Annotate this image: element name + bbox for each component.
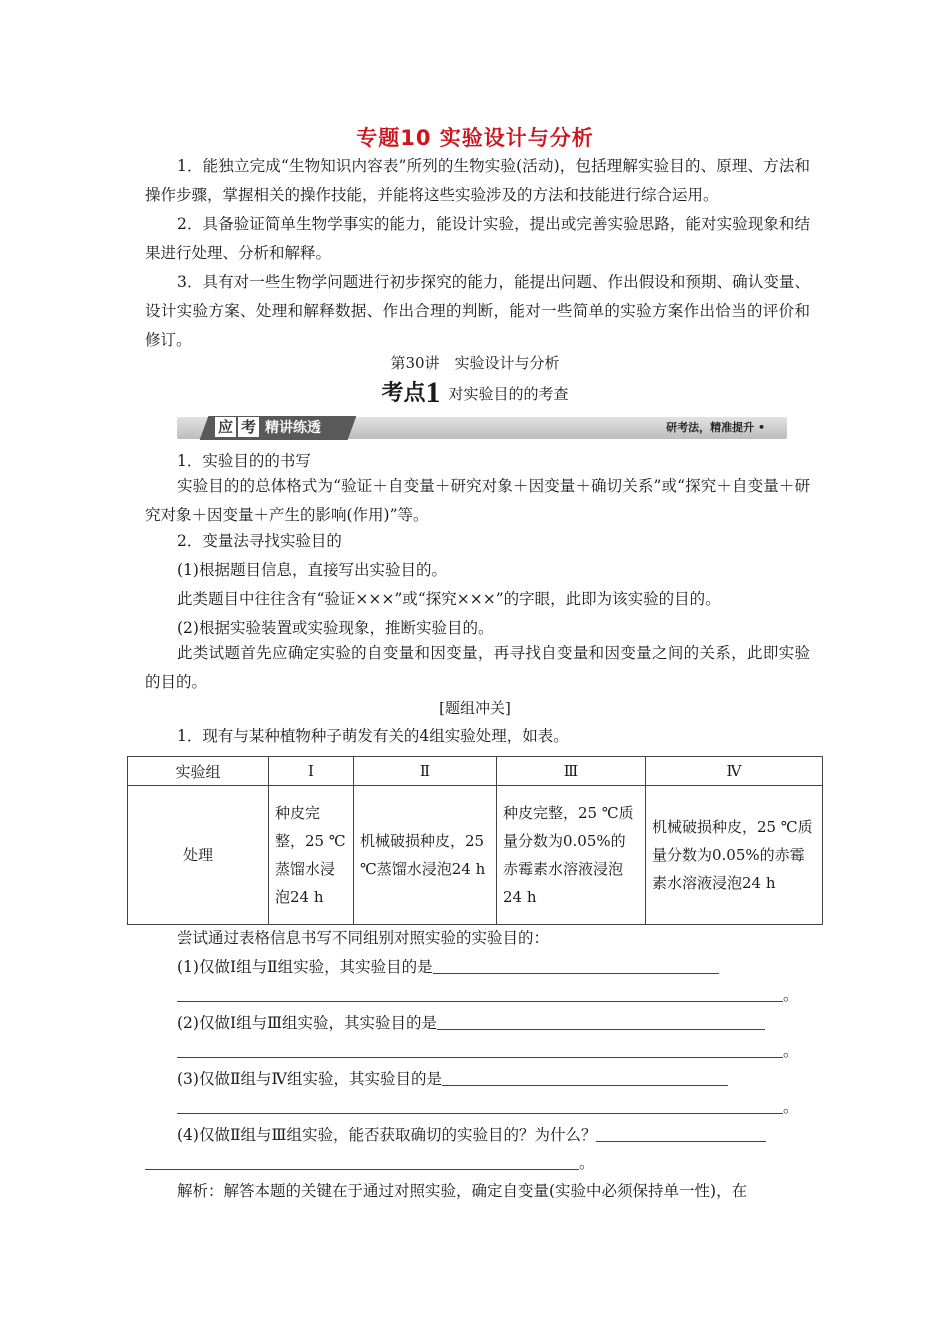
q2-period: 。 [783, 1042, 799, 1060]
q3-line-2 [177, 1096, 799, 1118]
banner-char-2: 考 [238, 417, 259, 437]
q4-answer-blank[interactable] [596, 1125, 766, 1142]
table-header-cell: Ⅲ [497, 757, 646, 786]
q4-line [177, 1124, 766, 1146]
requirement-1: 1．能独立完成“生物知识内容表”所列的生物实验(活动)，包括理解实验目的、原理、方法和操作步骤，掌握相关的操作技能，并能将这些实验涉及的方法和技能进行综合运用。 [145, 157, 810, 204]
group-title: [题组冲关] [439, 699, 511, 717]
q3-line [177, 1068, 728, 1090]
q1-period: 。 [783, 986, 799, 1004]
table-row-label: 处理 [128, 786, 269, 925]
banner-title [215, 417, 321, 439]
q2-line [177, 1012, 765, 1034]
sec1-heading: 1．实验目的的书写 [177, 452, 311, 470]
table-cell: 种皮完整，25 ℃质量分数为0.05%的赤霉素水溶液浸泡24 h [497, 786, 646, 925]
banner-rest: 精讲练透 [265, 420, 322, 436]
table-header-cell: Ⅳ [646, 757, 823, 786]
q4-text: (4)仅做Ⅱ组与Ⅲ组实验，能否获取确切的实验目的？为什么？ [177, 1126, 597, 1144]
q3-answer-blank-2[interactable] [177, 1097, 783, 1114]
prompt-text: 尝试通过表格信息书写不同组别对照实验的实验目的： [177, 929, 550, 947]
q2-line-2 [177, 1040, 799, 1062]
kaodian-label: 考点 [381, 381, 426, 406]
q3-text: (3)仅做Ⅱ组与Ⅳ组实验，其实验目的是 [177, 1070, 442, 1088]
q1-line-2 [177, 984, 799, 1006]
q2-answer-blank[interactable] [437, 1013, 765, 1030]
sec2-sub1-body: 此类题目中往往含有“验证×××”或“探究×××”的字眼，此即为该实验的目的。 [177, 590, 721, 608]
q4-answer-blank-2[interactable] [145, 1153, 579, 1170]
sec2-sub2-body: 此类试题首先应确定实验的自变量和因变量，再寻找自变量和因变量之间的关系，此即实验的目的。 [145, 644, 810, 691]
table-cell: 机械破损种皮，25 ℃蒸馏水浸泡24 h [354, 786, 497, 925]
q3-period: 。 [783, 1098, 799, 1116]
sec1-body: 实验目的的总体格式为“验证＋自变量＋研究对象＋因变量＋确切关系”或“探究＋自变量＋研究对象＋因变量＋产生的影响(作用)”等。 [145, 477, 810, 524]
banner-slogan: 研考法，精准提升 • [666, 421, 765, 434]
lecture-title: 第30讲 实验设计与分析 [390, 354, 560, 372]
table-header-cell: 实验组 [128, 757, 269, 786]
banner-char-1: 应 [215, 417, 236, 437]
sec2-heading: 2．变量法寻找实验目的 [177, 532, 342, 550]
q4-line-2 [145, 1152, 595, 1174]
q1-answer-blank[interactable] [433, 957, 719, 974]
kaodian-number: 1 [425, 376, 441, 409]
q3-answer-blank[interactable] [442, 1069, 728, 1086]
table-header-row [128, 757, 823, 786]
requirement-3: 3．具有对一些生物学问题进行初步探究的能力，能提出问题、作出假设和预期、确认变量、设计实验方案、处理和解释数据、作出合理的判断，能对一些简单的实验方案作出恰当的评价和修订。 [145, 273, 810, 349]
sec2-sub2: (2)根据实验装置或实验现象，推断实验目的。 [177, 619, 494, 637]
table-header-cell: Ⅱ [354, 757, 497, 786]
table-row [128, 786, 823, 925]
requirement-2: 2．具备验证简单生物学事实的能力，能设计实验，提出或完善实验思路，能对实验现象和结果进行处理、分析和解释。 [145, 215, 810, 262]
section-banner [177, 417, 787, 439]
q1-text: (1)仅做Ⅰ组与Ⅱ组实验，其实验目的是 [177, 958, 433, 976]
analysis-text: 解析：解答本题的关键在于通过对照实验，确定自变量(实验中必须保持单一性)，在 [177, 1182, 748, 1200]
q1-line [177, 956, 719, 978]
kaodian-text: 对实验目的的考查 [448, 385, 569, 403]
experiment-table [127, 756, 823, 925]
page-title: 专题10 实验设计与分析 [356, 126, 594, 150]
kaodian-heading [0, 376, 950, 410]
table-header-cell: Ⅰ [269, 757, 354, 786]
q1-answer-blank-2[interactable] [177, 985, 783, 1002]
q2-text: (2)仅做Ⅰ组与Ⅲ组实验，其实验目的是 [177, 1014, 438, 1032]
question-1: 1．现有与某种植物种子萌发有关的4组实验处理，如表。 [177, 727, 569, 745]
sec2-sub1: (1)根据题目信息，直接写出实验目的。 [177, 561, 447, 579]
q4-period: 。 [579, 1154, 595, 1172]
table-cell: 种皮完整，25 ℃蒸馏水浸泡24 h [269, 786, 354, 925]
table-cell: 机械破损种皮，25 ℃质量分数为0.05%的赤霉素水溶液浸泡24 h [646, 786, 823, 925]
q2-answer-blank-2[interactable] [177, 1041, 783, 1058]
